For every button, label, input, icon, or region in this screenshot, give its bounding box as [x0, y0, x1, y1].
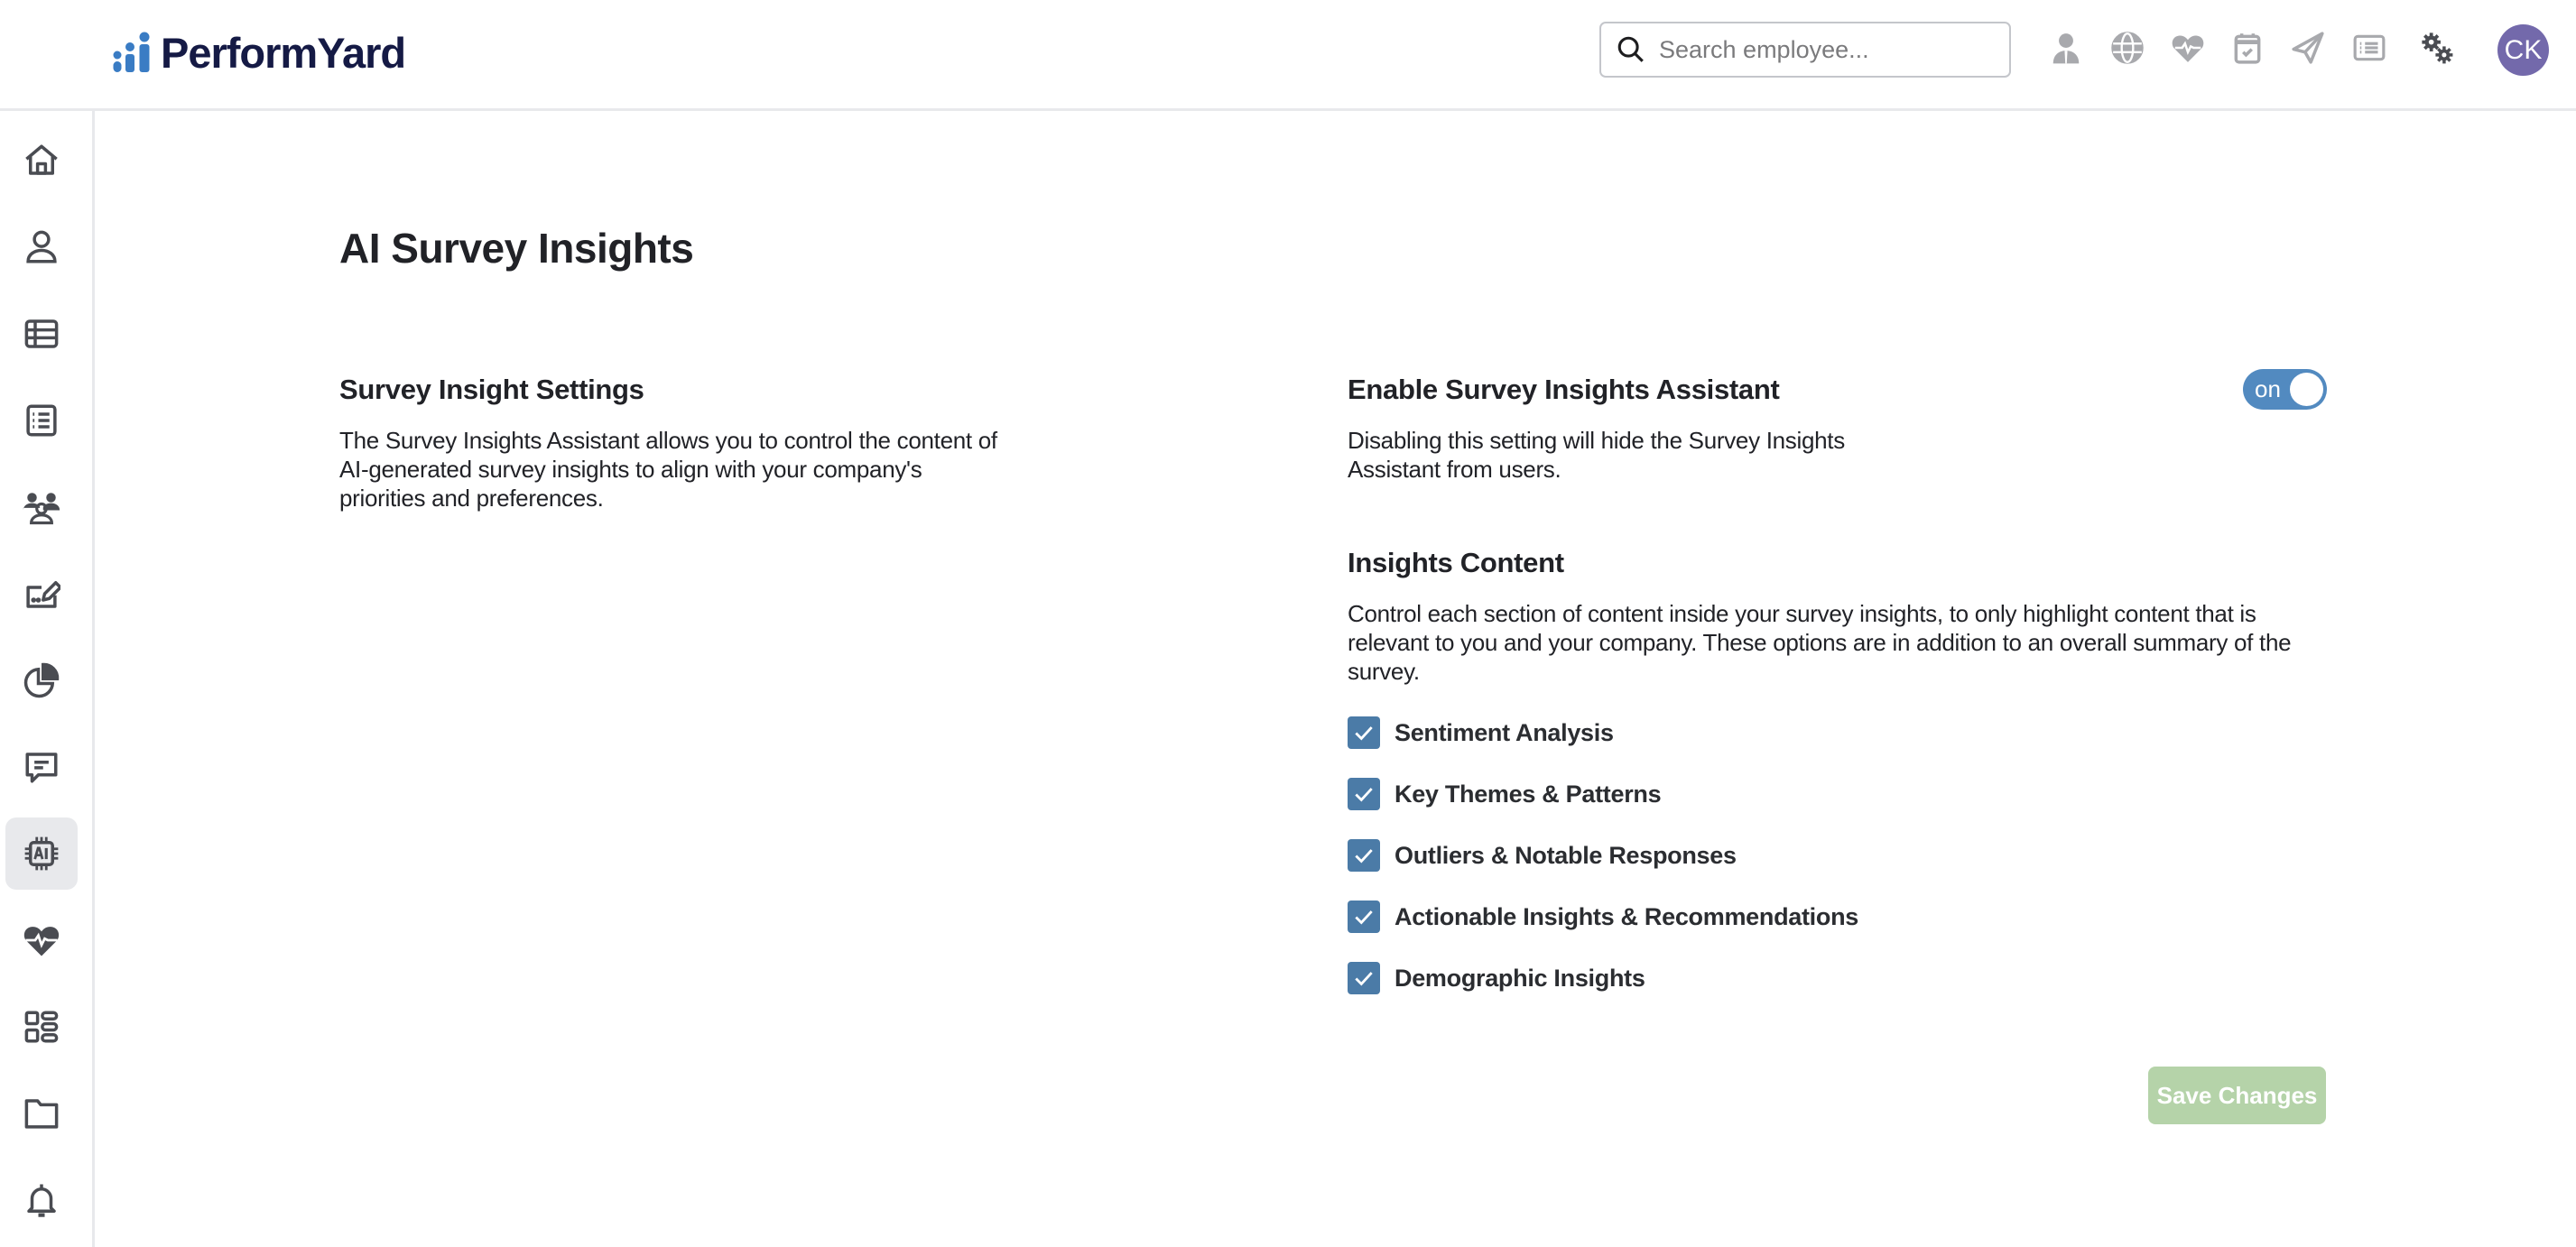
- paper-plane-icon[interactable]: [2290, 30, 2326, 66]
- pie-chart-icon: [23, 661, 60, 699]
- layout-icon: [23, 1008, 60, 1046]
- message-icon: [23, 748, 60, 786]
- sidebar-item-team[interactable]: [5, 471, 78, 543]
- survey-insight-settings-description: The Survey Insights Assistant allows you to control the content of AI-generated survey insights to align with your company's priorities and preferences.: [339, 427, 997, 512]
- checkbox[interactable]: [1348, 962, 1380, 994]
- option-outliers-notable-responses[interactable]: [1348, 839, 1737, 872]
- ai-chip-icon: [23, 835, 60, 873]
- sidebar-item-feedback[interactable]: [5, 731, 78, 803]
- toggle-knob: [2290, 373, 2323, 406]
- person-icon: [23, 228, 60, 266]
- sidebar-item-table[interactable]: [5, 298, 78, 370]
- option-actionable-insights-recommendations[interactable]: [1348, 901, 1858, 933]
- table-icon: [23, 315, 60, 353]
- search-icon: [1616, 34, 1646, 65]
- home-icon: [23, 142, 60, 180]
- sidebar-item-dashboard[interactable]: [5, 991, 78, 1063]
- checkbox[interactable]: [1348, 778, 1380, 810]
- checkmark-icon: [1352, 966, 1376, 990]
- user-avatar[interactable]: [2497, 24, 2549, 76]
- search-input[interactable]: [1657, 35, 1986, 65]
- option-sentiment-analysis[interactable]: [1348, 716, 1614, 749]
- checkmark-icon: [1352, 844, 1376, 867]
- sidebar-item-signature[interactable]: [5, 558, 78, 630]
- people-icon[interactable]: [2048, 30, 2084, 66]
- folder-icon: [23, 1095, 60, 1132]
- brand-name: PerformYard: [161, 28, 406, 77]
- sidebar-nav: [0, 111, 95, 1247]
- team-icon: [23, 488, 60, 526]
- globe-icon[interactable]: [2109, 30, 2145, 66]
- avatar-initials: CK: [2504, 34, 2543, 65]
- sidebar-item-reports[interactable]: [5, 644, 78, 716]
- top-header: [0, 0, 2576, 111]
- logo-mark-icon: [112, 32, 153, 73]
- heart-pulse-icon: [23, 921, 60, 959]
- survey-insight-settings-heading: Survey Insight Settings: [339, 374, 644, 405]
- calendar-check-icon[interactable]: [2229, 30, 2266, 66]
- enable-assistant-description: Disabling this setting will hide the Survey Insights Assistant from users.: [1348, 427, 1845, 483]
- gears-icon[interactable]: [2419, 30, 2455, 66]
- heart-pulse-icon[interactable]: [2170, 30, 2206, 66]
- sidebar-item-ai[interactable]: [5, 817, 78, 890]
- enable-assistant-heading: Enable Survey Insights Assistant: [1348, 374, 1780, 405]
- option-key-themes-patterns[interactable]: [1348, 778, 1661, 810]
- performyard-logo[interactable]: [112, 25, 405, 79]
- checkmark-icon: [1352, 721, 1376, 744]
- signature-icon: [23, 575, 60, 613]
- checkmark-icon: [1352, 905, 1376, 928]
- option-label: Actionable Insights & Recommendations: [1395, 902, 1858, 930]
- option-label: Key Themes & Patterns: [1395, 780, 1662, 808]
- sidebar-item-home[interactable]: [5, 125, 78, 197]
- bell-icon: [23, 1181, 60, 1219]
- list-icon[interactable]: [2351, 30, 2387, 66]
- checkbox[interactable]: [1348, 716, 1380, 749]
- option-label: Sentiment Analysis: [1395, 718, 1614, 746]
- option-label: Demographic Insights: [1395, 964, 1645, 992]
- option-demographic-insights[interactable]: [1348, 962, 1645, 994]
- sidebar-item-checklist[interactable]: [5, 384, 78, 457]
- sidebar-item-notifications[interactable]: [5, 1164, 78, 1236]
- insights-content-description: Control each section of content inside your survey insights, to only highlight content that is relevant to you and your company. These options are in addition to an overall summary of the survey.: [1348, 600, 2292, 685]
- page-title: AI Survey Insights: [339, 225, 694, 272]
- employee-search[interactable]: [1599, 22, 2011, 78]
- enable-assistant-toggle[interactable]: [2243, 369, 2327, 410]
- checkmark-icon: [1352, 782, 1376, 806]
- checklist-icon: [23, 402, 60, 439]
- option-label: Outliers & Notable Responses: [1395, 841, 1737, 869]
- checkbox[interactable]: [1348, 839, 1380, 872]
- sidebar-item-files[interactable]: [5, 1077, 78, 1150]
- checkbox[interactable]: [1348, 901, 1380, 933]
- toggle-state-label: on: [2255, 375, 2281, 402]
- sidebar-item-person[interactable]: [5, 211, 78, 283]
- sidebar-item-health[interactable]: [5, 904, 78, 976]
- save-changes-button[interactable]: Save Changes: [2148, 1067, 2326, 1124]
- insights-content-heading: Insights Content: [1348, 547, 1564, 578]
